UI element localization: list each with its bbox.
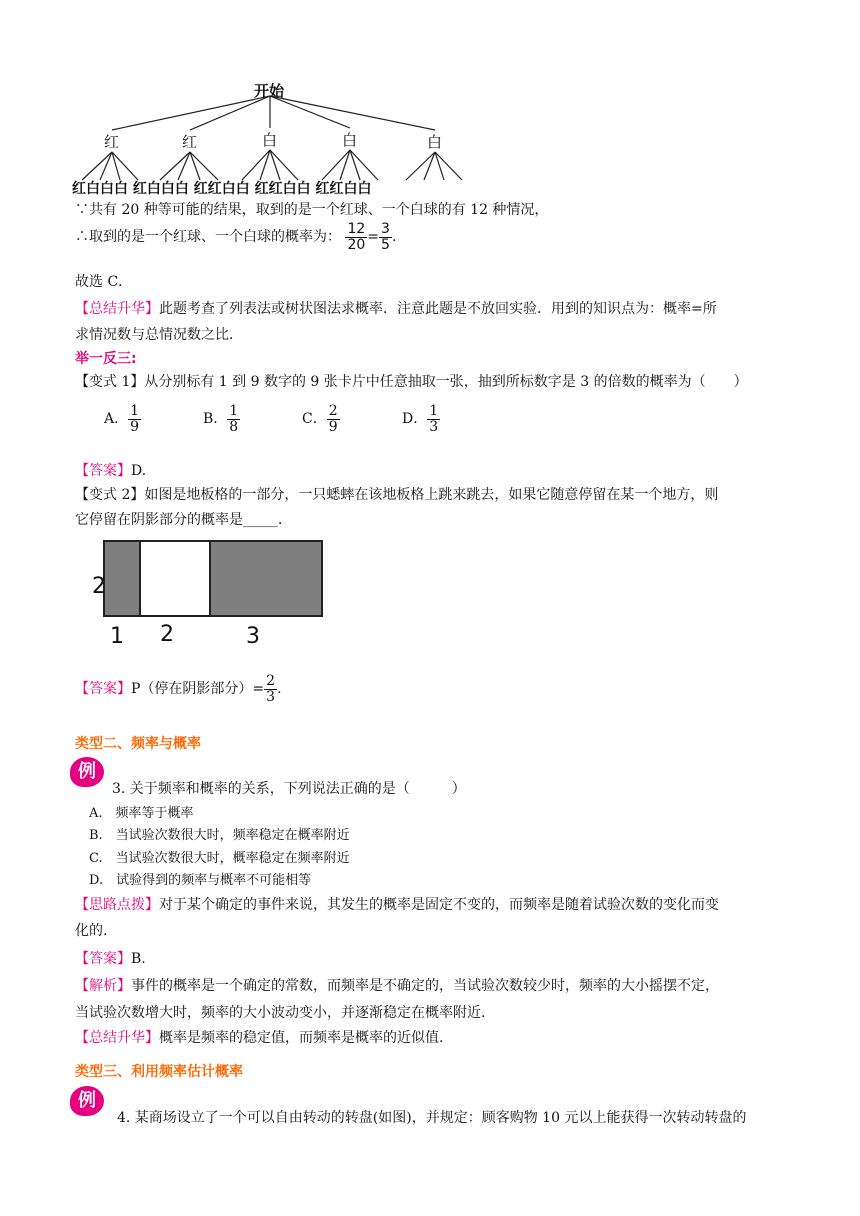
tree-branch-5: 白 — [427, 133, 443, 151]
question-4: 4. 某商场设立了一个可以自由转动的转盘(如图)，并规定：顾客购物 10 元以上能获得一次转动转盘的 — [117, 1110, 747, 1126]
tree-branch-1: 红 — [104, 133, 120, 151]
analysis-cont: 当试验次数增大时，频率的大小波动变小，并逐渐稳定在概率附近. — [75, 1005, 486, 1021]
q3-option-b: B. 当试验次数很大时，频率稳定在概率附近 — [89, 828, 350, 843]
example-badge-3: 例 — [70, 757, 104, 787]
fig-label-3: 3 — [246, 624, 260, 649]
question-3: 3. 关于频率和概率的关系，下列说法正确的是（ ） — [112, 781, 466, 797]
line-total-outcomes: ∵共有 20 种等可能的结果，取到的是一个红球、一个白球的有 12 种情况， — [75, 202, 549, 218]
option-b: B． $\frac{1}{8}$ — [203, 403, 239, 435]
analysis: 【解析】事件的概率是一个确定的常数，而频率是不确定的，当试验次数较少时，频率的大小摇摆不定， — [75, 978, 719, 994]
answer-1: 【答案】D. — [75, 463, 147, 479]
tree-leaves: 红白白白 红白白白 红红白白 红红白白 红红白白 — [72, 181, 372, 197]
option-d: D． $\frac{1}{3}$ — [402, 403, 439, 435]
tree-branch-3: 白 — [262, 131, 278, 149]
tree-branch-2: 红 — [182, 133, 198, 151]
tree-root: 开始 — [254, 82, 285, 100]
hint-cont: 化的. — [75, 923, 108, 939]
line-choose-c: 故选 C． — [75, 274, 133, 290]
hint: 【思路点拨】对于某个确定的事件来说，其发生的概率是固定不变的，而频率是随着试验次数的变化而变 — [75, 897, 719, 913]
option-a: A． $\frac{1}{9}$ — [104, 403, 140, 435]
variant-2-cont: 它停留在阴影部分的概率是_____． — [75, 512, 292, 528]
q3-option-c: C. 当试验次数很大时，概率稳定在频率附近 — [89, 851, 350, 866]
example-badge-4: 例 — [70, 1086, 104, 1116]
fig-label-height: 2 — [92, 574, 106, 599]
type-3-heading: 类型三、利用频率估计概率 — [75, 1064, 243, 1080]
jyfs-heading: 举一反三: — [75, 351, 137, 367]
variant-2: 【变式 2】如图是地板格的一部分，一只蟋蟀在该地板格上跳来跳去，如果它随意停留在某一个地方，则 — [75, 487, 719, 503]
q3-option-d: D. 试验得到的频率与概率不可能相等 — [89, 873, 312, 888]
answer-2: 【答案】P（停在阴影部分）= $\frac{2}{3}$ . — [75, 673, 282, 705]
summary-1: 【总结升华】此题考查了列表法或树状图法求概率．注意此题是不放回实验．用到的知识点为：概率=所 — [75, 301, 717, 317]
type-2-heading: 类型二、频率与概率 — [75, 736, 201, 752]
q3-option-a: A. 频率等于概率 — [89, 806, 194, 821]
line-probability: ∴取到的是一个红球、一个白球的概率为： $\frac{12}{20}$ = $\frac{3}{5}$ . — [75, 221, 397, 253]
summary-2: 【总结升华】概率是频率的稳定值，而频率是概率的近似值. — [75, 1030, 444, 1046]
option-c: C． $\frac{2}{9}$ — [302, 403, 338, 435]
fig-label-1: 1 — [110, 624, 124, 649]
summary-1-cont: 求情况数与总情况数之比． — [75, 327, 243, 343]
tree-branch-4: 白 — [342, 131, 358, 149]
variant-1: 【变式 1】从分别标有 1 到 9 数字的 9 张卡片中任意抽取一张，抽到所标数字是 3 的倍数的概率为（ ） — [75, 374, 748, 390]
fig-label-2: 2 — [160, 622, 174, 647]
answer-3: 【答案】B. — [75, 951, 146, 967]
